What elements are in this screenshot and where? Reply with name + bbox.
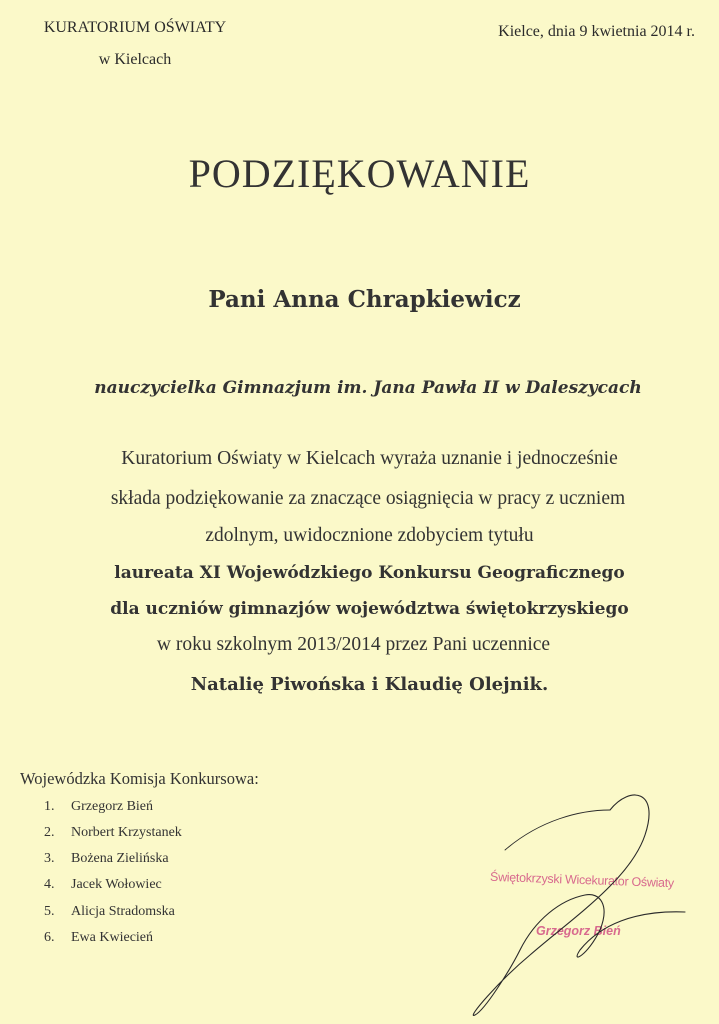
commission-member [44, 904, 175, 920]
member-name: Norbert Krzystanek [71, 825, 182, 840]
member-name: Jacek Wołowiec [71, 877, 162, 892]
member-number: 4. [44, 877, 55, 892]
member-number: 6. [44, 930, 55, 945]
member-number: 5. [44, 904, 55, 919]
commission-member [44, 851, 169, 867]
body-line-3: zdolnym, uwidocznione zdobyciem tytułu [205, 525, 534, 546]
member-name: Bożena Zielińska [71, 851, 169, 866]
commission-member [44, 825, 182, 841]
member-name: Ewa Kwiecień [71, 930, 154, 945]
body-line-1: Kuratorium Oświaty w Kielcach wyraża uznanie i jednocześnie [121, 448, 618, 469]
stamp-title: Świętokrzyski Wicekurator Oświaty [489, 869, 675, 891]
member-number: 1. [44, 799, 55, 814]
body-line-7: Natalię Piwońska i Klaudię Olejnik. [190, 674, 549, 695]
recipient-name: Pani Anna Chrapkiewicz [208, 286, 521, 313]
institution-city: w Kielcach [98, 51, 172, 68]
body-line-4: laureata XI Wojewódzkiego Konkursu Geograficznego [114, 563, 625, 583]
stamp-name: Grzegorz Bień [536, 924, 621, 938]
body-line-5: dla uczniów gimnazjów województwa świętokrzyskiego [110, 599, 629, 619]
member-name: Alicja Stradomska [71, 904, 175, 919]
recipient-role: nauczycielka Gimnazjum im. Jana Pawła II w Daleszycach [94, 378, 642, 398]
member-number: 2. [44, 825, 55, 840]
body-line-2: składa podziękowanie za znaczące osiągnięcia w pracy z uczniem [110, 488, 626, 509]
commission-member [44, 877, 162, 893]
institution-name: KURATORIUM OŚWIATY [43, 19, 227, 36]
commission-member [44, 930, 153, 946]
member-number: 3. [44, 851, 55, 866]
commission-heading: Wojewódzka Komisja Konkursowa: [20, 769, 259, 788]
institution-header [24, 18, 246, 70]
document-title: PODZIĘKOWANIE [188, 151, 531, 196]
commission-member [44, 799, 153, 815]
body-line-6: w roku szkolnym 2013/2014 przez Pani uczennice [156, 634, 551, 655]
place-date: Kielce, dnia 9 kwietnia 2014 r. [498, 23, 695, 40]
signature [460, 780, 700, 1020]
member-name: Grzegorz Bień [71, 799, 154, 814]
